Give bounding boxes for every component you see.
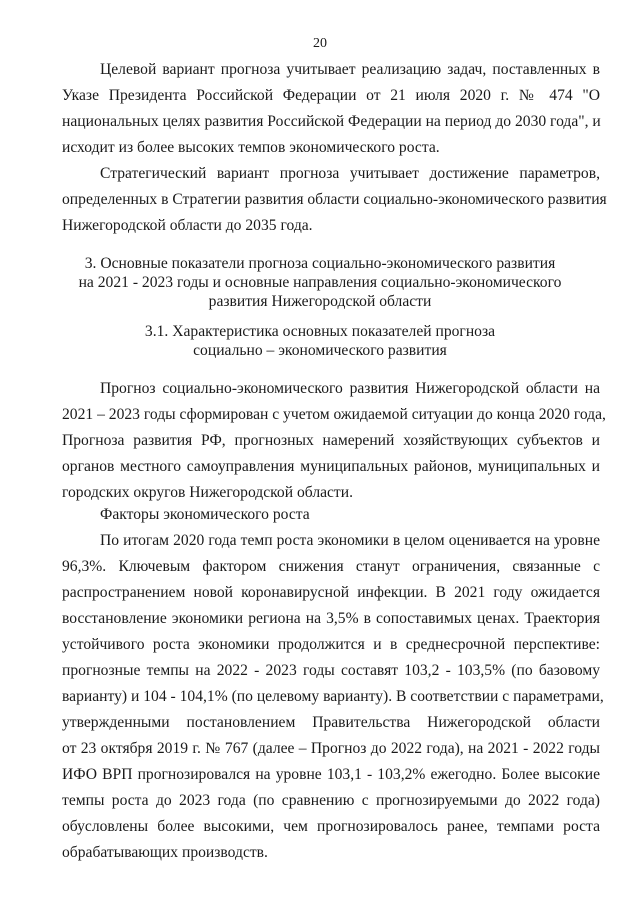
subsection-heading-line: 3.1. Характеристика основных показателей прогноза	[144, 323, 496, 340]
paragraph-4-line: прогнозные темпы на 2022 - 2023 годы составят 103,2 - 103,5% (по базовому	[62, 662, 600, 679]
paragraph-4-line: варианту) и 104 - 104,1% (по целевому варианту). В соответствии с параметрами,	[62, 688, 604, 705]
paragraph-2-line: Стратегический вариант прогноза учитывает достижение параметров,	[100, 165, 600, 182]
section-heading-line: на 2021 - 2023 годы и основные направления социально-экономического	[78, 274, 562, 291]
paragraph-4-line: утвержденными постановлением Правительства Нижегородской области	[62, 714, 600, 731]
paragraph-4-line: темпы роста до 2023 года (по сравнению с прогнозируемыми до 2022 года)	[62, 792, 600, 809]
paragraph-3-line: 2021 – 2023 годы сформирован с учетом ожидаемой ситуации до конца 2020 года,	[62, 406, 606, 423]
paragraph-4-line: По итогам 2020 года темп роста экономики в целом оценивается на уровне	[100, 532, 600, 549]
paragraph-3-line: Прогноза развития РФ, прогнозных намерений хозяйствующих субъектов и	[62, 432, 600, 449]
paragraph-4-line: от 23 октября 2019 г. № 767 (далее – Прогноз до 2022 года), на 2021 - 2022 годы	[62, 740, 600, 757]
paragraph-1-line: исходит из более высоких темпов экономического роста.	[62, 139, 440, 156]
paragraph-2-line: Нижегородской области до 2035 года.	[62, 217, 313, 234]
factors-subheading: Факторы экономического роста	[100, 506, 310, 523]
paragraph-4-line: восстановление экономики региона на 3,5% в сопоставимых ценах. Траектория	[62, 610, 600, 627]
section-heading-line: развития Нижегородской области	[208, 293, 432, 310]
paragraph-3-line: органов местного самоуправления муниципальных районов, муниципальных и	[62, 458, 600, 475]
paragraph-2-line: определенных в Стратегии развития области социально-экономического развития	[62, 191, 607, 208]
section-heading-line: 3. Основные показатели прогноза социально-экономического развития	[84, 255, 556, 272]
paragraph-4-line: обрабатывающих производств.	[62, 844, 268, 861]
page-number: 20	[313, 36, 327, 51]
paragraph-1-line: национальных целях развития Российской Федерации на период до 2030 года", и	[62, 113, 601, 130]
subsection-heading-line: социально – экономического развития	[193, 342, 447, 359]
paragraph-3-line: городских округов Нижегородской области.	[62, 484, 353, 501]
paragraph-4-line: 96,3%. Ключевым фактором снижения станут ограничения, связанные с	[62, 558, 600, 575]
paragraph-1-line: Указе Президента Российской Федерации от 21 июля 2020 г. № 474 "О	[62, 87, 600, 104]
paragraph-1-line: Целевой вариант прогноза учитывает реализацию задач, поставленных в	[100, 61, 600, 78]
paragraph-4-line: ИФО ВРП прогнозировался на уровне 103,1 - 103,2% ежегодно. Более высокие	[62, 766, 600, 783]
paragraph-4-line: обусловлены более высокими, чем прогнозировалось ранее, темпами роста	[62, 818, 600, 835]
paragraph-3-line: Прогноз социально-экономического развития Нижегородской области на	[100, 380, 600, 397]
paragraph-4-line: распространением новой коронавирусной инфекции. В 2021 году ожидается	[62, 584, 600, 601]
paragraph-4-line: устойчивого роста экономики продолжится и в среднесрочной перспективе:	[62, 636, 600, 653]
